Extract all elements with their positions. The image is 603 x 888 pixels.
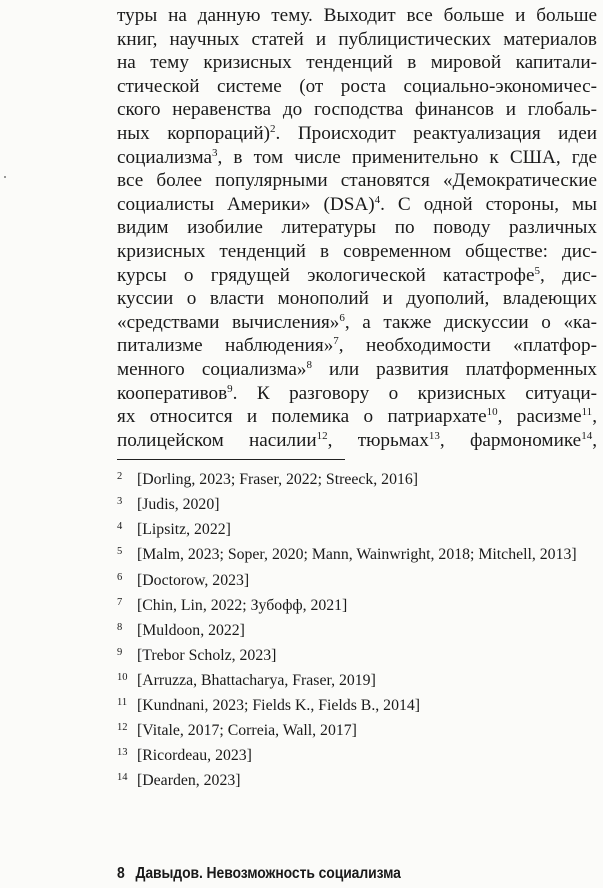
text-line: куссии о власти монополий и дуополий, владеющих [117, 288, 597, 310]
footnote-number: 3 [117, 496, 123, 507]
footnote-text: [Judis, 2020] [137, 496, 220, 513]
footnote-ref[interactable]: 4 [374, 193, 381, 206]
footnote-number: 11 [117, 697, 128, 708]
footnote [117, 696, 599, 715]
footnote-ref[interactable]: 13 [428, 429, 440, 442]
footnote-text: [Ricordeau, 2023] [137, 747, 252, 764]
footnote [117, 621, 599, 640]
footnote-ref[interactable]: 12 [316, 429, 328, 442]
footnote-number: 5 [117, 546, 123, 557]
text-line: социализма$^3$, в том числе применительно к США, где [117, 146, 597, 168]
footnote-number: 10 [117, 672, 128, 683]
footnote [117, 571, 599, 590]
footnote-ref[interactable]: 14 [581, 429, 593, 442]
footnote-number: 7 [117, 597, 123, 608]
text-line: кооперативов$^9$. К разговору о кризисных ситуаци- [117, 382, 597, 404]
footnote [117, 470, 599, 489]
text-line: на тему кризисных тенденций в мировой капитали- [117, 52, 597, 74]
footnote-number: 2 [117, 471, 123, 482]
footnote [117, 771, 599, 790]
footnote-number: 12 [117, 722, 128, 733]
footnote-number: 8 [117, 622, 123, 633]
text-line: менного социализма»$^8$ или развития платформенных [117, 358, 597, 380]
footnote-ref[interactable]: 8 [306, 358, 312, 371]
text-line: социалисты Америки» (DSA)$^4$. С одной стороны, мы [117, 193, 598, 215]
footnote-ref[interactable]: 5 [534, 264, 541, 277]
footnote-ref[interactable]: 6 [339, 311, 345, 324]
footnote [117, 520, 599, 539]
footnote [117, 495, 599, 514]
footnote-ref[interactable]: 3 [212, 146, 218, 159]
footnote-text: [Trebor Scholz, 2023] [137, 647, 277, 664]
text-line: все более популярными становятся «Демократические [117, 170, 597, 192]
footnotes [117, 470, 599, 790]
footnote-text: [Kundnani, 2023; Fields K., Fields B., 2014] [137, 697, 421, 714]
scan-speck [4, 176, 6, 178]
footnote-text: [Malm, 2023; Soper, 2020; Mann, Wainwright, 2018; Mitchell, 2013] [137, 546, 577, 563]
text-line: кризисных тенденций в современном обществе: дис- [117, 240, 597, 262]
footnote-number: 13 [117, 747, 128, 758]
text-line: питализме наблюдения»$^7$, необходимости «платфор- [117, 335, 597, 357]
text-line: ных корпораций)$^2$. Происходит реактуализация идеи [117, 122, 597, 144]
text-line: ях относится и полемика о патриархате$^{10}$, расизме$^{11}$, [117, 406, 597, 428]
footnote [117, 671, 599, 690]
main-text [117, 4, 597, 452]
footnote [117, 721, 599, 740]
footnote-number: 6 [117, 572, 123, 583]
text-line: полицейском насилии$^{12}$, тюрьмах$^{13}$, фармономике$^{14}$, [117, 429, 597, 451]
footnote-text: [Chin, Lin, 2022; Зубофф, 2021] [137, 597, 348, 614]
footnote-text: [Dorling, 2023; Fraser, 2022; Streeck, 2016] [137, 471, 419, 488]
footnote-text: [Vitale, 2017; Correia, Wall, 2017] [137, 722, 357, 739]
page-footer [117, 865, 401, 883]
footnote-ref[interactable]: 9 [227, 382, 233, 395]
footnote-ref[interactable]: 2 [270, 122, 276, 135]
footnote-number: 4 [117, 521, 123, 532]
footnote-number: 14 [117, 772, 128, 783]
page-number: 8 [117, 865, 125, 882]
footnote-text: [Muldoon, 2022] [137, 622, 245, 639]
text-line: ского неравенства до господства финансов и глобаль- [117, 99, 597, 121]
text-line: видим изобилие литературы по поводу различных [117, 217, 597, 239]
footnote-text: [Lipsitz, 2022] [137, 521, 231, 538]
footnote-number: 9 [117, 647, 123, 658]
text-line: книг, научных статей и публицистических материалов [117, 28, 597, 50]
footnote-text: [Dearden, 2023] [137, 772, 241, 789]
footnote-ref[interactable]: 11 [581, 406, 593, 419]
footnote [117, 746, 599, 765]
running-title: Давыдов. Невозможность социализма [135, 865, 401, 882]
footnote [117, 545, 599, 564]
text-line: туры на данную тему. Выходит все больше и больше [117, 5, 597, 26]
text-line: курсы о грядущей экологической катастрофе$^5$, дис- [117, 264, 597, 286]
text-line: стической системе (от роста социально-экономичес- [117, 75, 597, 97]
footnote-text: [Doctorow, 2023] [137, 572, 250, 589]
text-line: «средствами вычисления»$^6$, а также дискуссии о «ка- [117, 311, 597, 333]
footnote [117, 646, 599, 665]
footnote-ref[interactable]: 7 [333, 335, 339, 348]
footnote [117, 596, 599, 615]
footnote-ref[interactable]: 10 [486, 406, 498, 419]
footnote-text: [Arruzza, Bhattacharya, Fraser, 2019] [137, 672, 376, 689]
footnote-separator [117, 459, 345, 460]
